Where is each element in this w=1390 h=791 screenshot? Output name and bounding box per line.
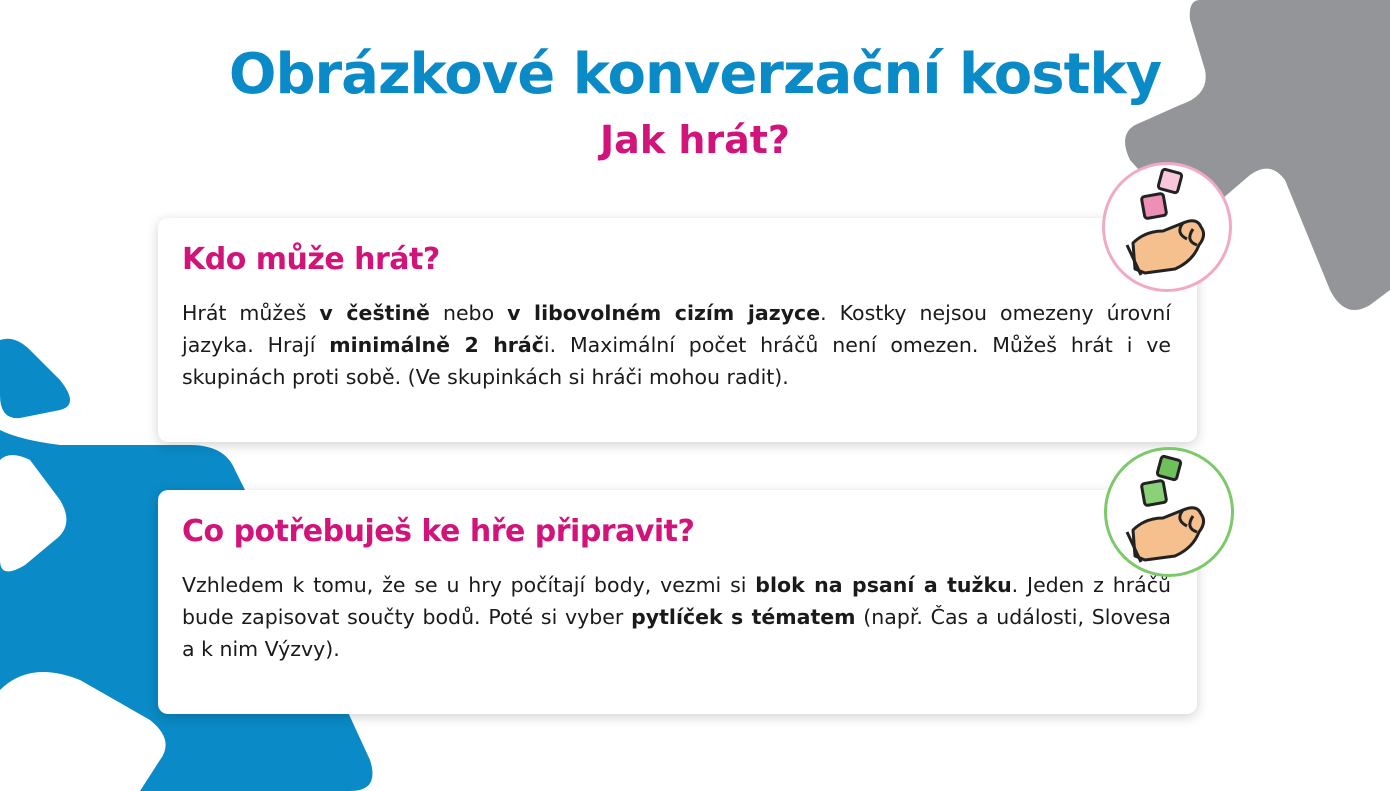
section-text: Vzhledem k tomu, že se u hry počítají body, vezmi si blok na psaní a tužku. Jeden z hráčů bude zapisovat součty bodů. Poté si vyber pytlíček s tématem (např. Čas a události, Slovesa a k nim Výzvy). (182, 573, 1171, 661)
page-title: Obrázkové konverzační kostky (228, 42, 1162, 107)
section-heading: Co potřebuješ ke hře připravit? (182, 514, 695, 549)
page-subtitle: Jak hrát? (600, 118, 790, 162)
section-card-preparation (158, 490, 1197, 714)
hand-throwing-green-dice-icon (1104, 447, 1234, 577)
hand-throwing-pink-dice-icon (1102, 162, 1232, 292)
section-heading: Kdo může hrát? (182, 242, 440, 277)
section-text: Hrát můžeš v češtině nebo v libovolném cizím jazyce. Kostky nejsou omezeny úrovní jazyka. Hrají minimálně 2 hráči. Maximální počet hráčů není omezen. Můžeš hrát i ve skupinách proti sobě. (Ve skupinkách si hráči mohou radit). (182, 301, 1171, 389)
section-card-who-can-play (158, 218, 1197, 442)
blue-decorative-shape (0, 339, 70, 418)
